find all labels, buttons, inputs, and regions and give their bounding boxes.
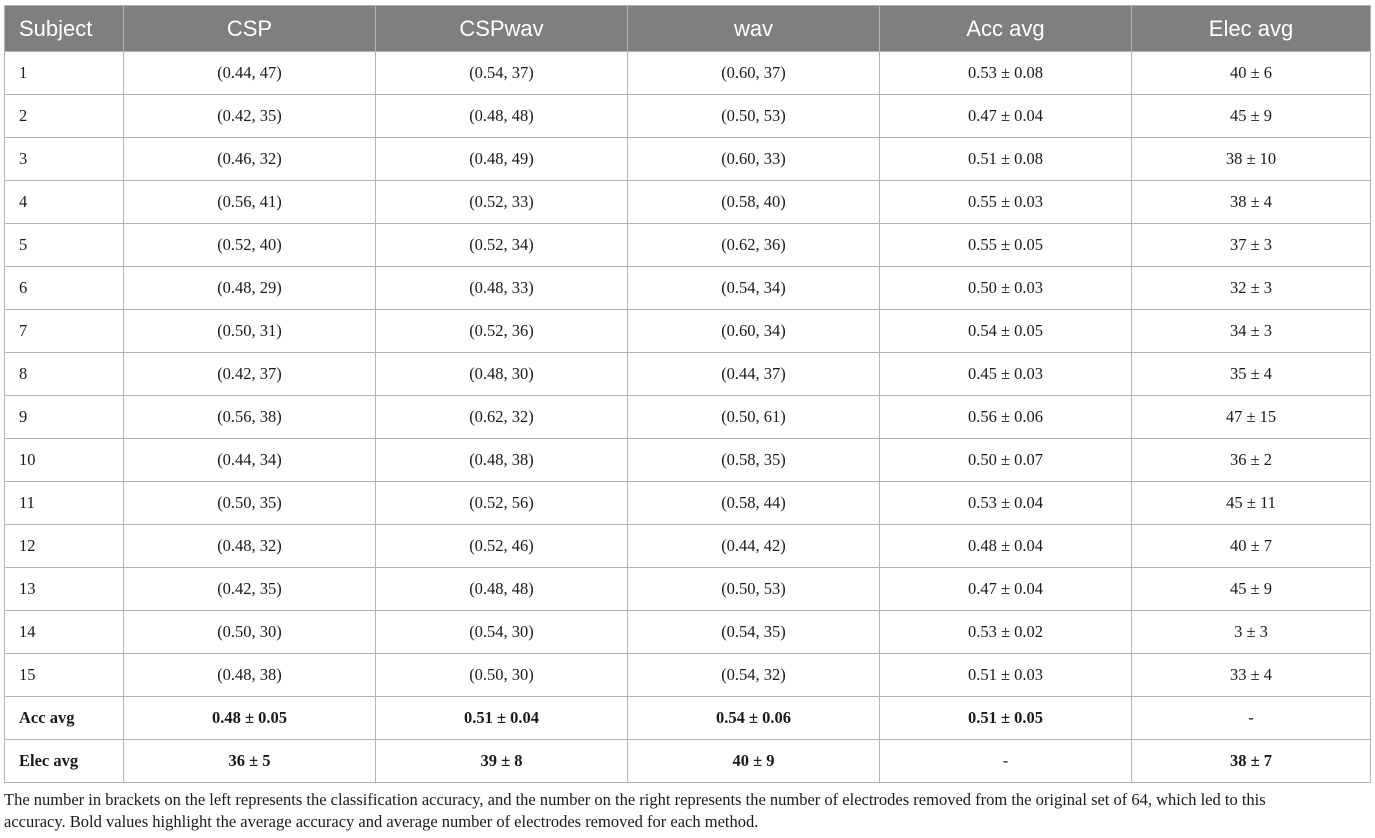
footnote-line: accuracy. Bold values highlight the average accuracy and average number of electrodes removed for each method. xyxy=(4,812,759,831)
table-cell: (0.48, 38) xyxy=(376,439,628,482)
table-cell: 1 xyxy=(5,52,124,95)
table-cell: (0.54, 34) xyxy=(628,267,880,310)
table-cell: (0.50, 31) xyxy=(124,310,376,353)
table-cell: 40 ± 7 xyxy=(1132,525,1371,568)
header-acc-avg: Acc avg xyxy=(880,6,1132,52)
table-row xyxy=(5,138,1371,181)
table-row xyxy=(5,52,1371,95)
table-cell: 45 ± 9 xyxy=(1132,568,1371,611)
table-cell: 38 ± 7 xyxy=(1132,740,1371,783)
table-cell: 6 xyxy=(5,267,124,310)
table-row xyxy=(5,611,1371,654)
table-cell: 15 xyxy=(5,654,124,697)
table-cell: 0.51 ± 0.05 xyxy=(880,697,1132,740)
header-subject: Subject xyxy=(5,6,124,52)
table-row xyxy=(5,310,1371,353)
table-cell: 0.47 ± 0.04 xyxy=(880,568,1132,611)
table-cell: (0.44, 37) xyxy=(628,353,880,396)
table-cell: 0.48 ± 0.05 xyxy=(124,697,376,740)
header-csp: CSP xyxy=(124,6,376,52)
table-cell: (0.52, 46) xyxy=(376,525,628,568)
table-row xyxy=(5,224,1371,267)
table-cell: 39 ± 8 xyxy=(376,740,628,783)
table-cell: (0.50, 53) xyxy=(628,95,880,138)
table-cell: 2 xyxy=(5,95,124,138)
table-cell: (0.48, 48) xyxy=(376,95,628,138)
table-cell: (0.52, 34) xyxy=(376,224,628,267)
table-cell: (0.50, 35) xyxy=(124,482,376,525)
table-footnote xyxy=(4,789,1370,833)
acc-avg-row xyxy=(5,697,1371,740)
table-row xyxy=(5,525,1371,568)
table-cell: (0.54, 32) xyxy=(628,654,880,697)
table-row xyxy=(5,482,1371,525)
footnote-line: The number in brackets on the left represents the classification accuracy, and the number on the right represents the number of electrodes removed from the original set of 64, which led to this xyxy=(4,790,1266,809)
table-cell: (0.52, 56) xyxy=(376,482,628,525)
table-cell: 0.56 ± 0.06 xyxy=(880,396,1132,439)
table-cell: 40 ± 9 xyxy=(628,740,880,783)
table-cell: (0.58, 40) xyxy=(628,181,880,224)
table-cell: - xyxy=(1132,697,1371,740)
header-wav: wav xyxy=(628,6,880,52)
table-cell: 14 xyxy=(5,611,124,654)
table-cell: 35 ± 4 xyxy=(1132,353,1371,396)
table-cell: (0.50, 30) xyxy=(376,654,628,697)
table-cell: 0.50 ± 0.07 xyxy=(880,439,1132,482)
table-header xyxy=(5,6,1371,52)
table-cell: (0.54, 30) xyxy=(376,611,628,654)
table-body xyxy=(5,52,1371,783)
table-cell: 13 xyxy=(5,568,124,611)
table-cell: 0.50 ± 0.03 xyxy=(880,267,1132,310)
table-cell: (0.60, 34) xyxy=(628,310,880,353)
table-cell: (0.48, 48) xyxy=(376,568,628,611)
table-row xyxy=(5,439,1371,482)
table-cell: 0.53 ± 0.02 xyxy=(880,611,1132,654)
table-cell: Acc avg xyxy=(5,697,124,740)
table-cell: 0.51 ± 0.03 xyxy=(880,654,1132,697)
table-cell: 36 ± 2 xyxy=(1132,439,1371,482)
table-cell: (0.48, 49) xyxy=(376,138,628,181)
table-cell: (0.48, 29) xyxy=(124,267,376,310)
table-cell: 3 ± 3 xyxy=(1132,611,1371,654)
table-cell: 32 ± 3 xyxy=(1132,267,1371,310)
table-cell: (0.54, 37) xyxy=(376,52,628,95)
table-cell: 0.54 ± 0.05 xyxy=(880,310,1132,353)
table-cell: 40 ± 6 xyxy=(1132,52,1371,95)
table-cell: 47 ± 15 xyxy=(1132,396,1371,439)
table-cell: 0.45 ± 0.03 xyxy=(880,353,1132,396)
table-cell: (0.56, 38) xyxy=(124,396,376,439)
table-cell: (0.52, 36) xyxy=(376,310,628,353)
table-cell: 0.55 ± 0.05 xyxy=(880,224,1132,267)
table-cell: 10 xyxy=(5,439,124,482)
header-row xyxy=(5,6,1371,52)
table-cell: 33 ± 4 xyxy=(1132,654,1371,697)
table-cell: 36 ± 5 xyxy=(124,740,376,783)
table-cell: (0.62, 32) xyxy=(376,396,628,439)
table-cell: (0.60, 33) xyxy=(628,138,880,181)
table-row xyxy=(5,267,1371,310)
table-cell: 3 xyxy=(5,138,124,181)
table-cell: (0.48, 33) xyxy=(376,267,628,310)
table-cell: (0.60, 37) xyxy=(628,52,880,95)
table-cell: 37 ± 3 xyxy=(1132,224,1371,267)
table-cell: 0.48 ± 0.04 xyxy=(880,525,1132,568)
header-cspwav: CSPwav xyxy=(376,6,628,52)
table-cell: (0.50, 30) xyxy=(124,611,376,654)
table-cell: 0.53 ± 0.04 xyxy=(880,482,1132,525)
table-cell: 0.55 ± 0.03 xyxy=(880,181,1132,224)
table-cell: (0.50, 61) xyxy=(628,396,880,439)
table-cell: (0.52, 40) xyxy=(124,224,376,267)
table-cell: (0.54, 35) xyxy=(628,611,880,654)
table-cell: (0.58, 44) xyxy=(628,482,880,525)
table-cell: (0.52, 33) xyxy=(376,181,628,224)
table-cell: 38 ± 4 xyxy=(1132,181,1371,224)
table-cell: (0.44, 34) xyxy=(124,439,376,482)
table-cell: 12 xyxy=(5,525,124,568)
table-cell: 45 ± 9 xyxy=(1132,95,1371,138)
table-row xyxy=(5,396,1371,439)
table-row xyxy=(5,654,1371,697)
table-cell: 7 xyxy=(5,310,124,353)
table-cell: Elec avg xyxy=(5,740,124,783)
table-cell: 45 ± 11 xyxy=(1132,482,1371,525)
table-cell: 5 xyxy=(5,224,124,267)
table-cell: 0.47 ± 0.04 xyxy=(880,95,1132,138)
table-cell: 11 xyxy=(5,482,124,525)
table-cell: 8 xyxy=(5,353,124,396)
table-row xyxy=(5,181,1371,224)
table-cell: (0.62, 36) xyxy=(628,224,880,267)
header-elec-avg: Elec avg xyxy=(1132,6,1371,52)
table-cell: - xyxy=(880,740,1132,783)
table-cell: 38 ± 10 xyxy=(1132,138,1371,181)
table-cell: 0.51 ± 0.04 xyxy=(376,697,628,740)
table-cell: 34 ± 3 xyxy=(1132,310,1371,353)
table-cell: (0.42, 35) xyxy=(124,95,376,138)
table-cell: 0.54 ± 0.06 xyxy=(628,697,880,740)
table-cell: (0.48, 30) xyxy=(376,353,628,396)
table-row xyxy=(5,95,1371,138)
table-cell: (0.48, 38) xyxy=(124,654,376,697)
table-cell: (0.42, 37) xyxy=(124,353,376,396)
results-table-container xyxy=(4,5,1370,783)
table-cell: (0.48, 32) xyxy=(124,525,376,568)
table-cell: 9 xyxy=(5,396,124,439)
table-row xyxy=(5,353,1371,396)
elec-avg-row xyxy=(5,740,1371,783)
table-cell: (0.44, 47) xyxy=(124,52,376,95)
table-cell: 0.51 ± 0.08 xyxy=(880,138,1132,181)
table-cell: (0.44, 42) xyxy=(628,525,880,568)
table-cell: (0.42, 35) xyxy=(124,568,376,611)
results-table xyxy=(4,5,1371,783)
table-cell: (0.50, 53) xyxy=(628,568,880,611)
table-cell: 4 xyxy=(5,181,124,224)
table-cell: (0.46, 32) xyxy=(124,138,376,181)
table-row xyxy=(5,568,1371,611)
table-cell: 0.53 ± 0.08 xyxy=(880,52,1132,95)
table-cell: (0.58, 35) xyxy=(628,439,880,482)
table-cell: (0.56, 41) xyxy=(124,181,376,224)
